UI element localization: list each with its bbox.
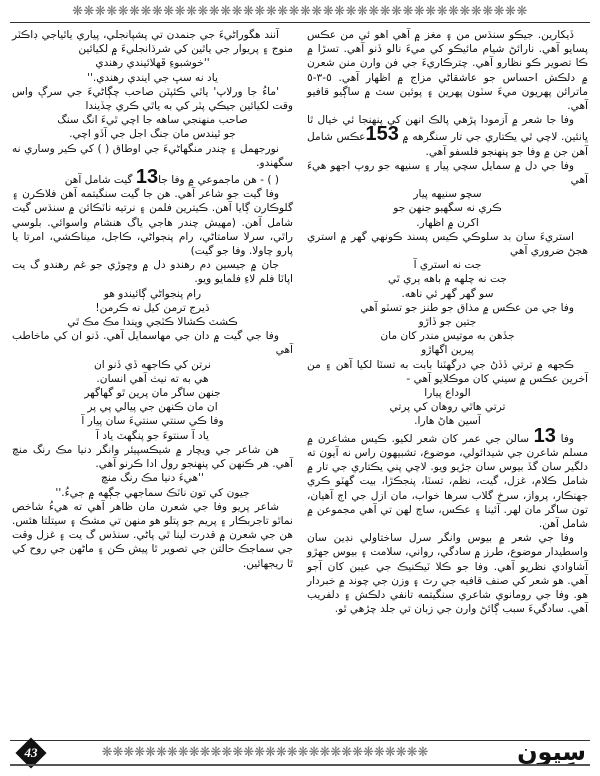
verse-line: جو ٿيندس مان جنگ اجل جي آڏو اچي. — [69, 128, 236, 141]
verse-line: سو گهر گهر ئي ناهه. — [401, 287, 494, 300]
verse-line: ترتي هاٿي روهان کي پرتي — [389, 401, 506, 414]
verse-line: رام پنجواڻي ڳائيندو هو — [103, 287, 202, 300]
paragraph: وفا جي دل ۾ سمايل سچي پيار ۽ سنيهه جو روپ اجهو هيءَ آهي — [307, 159, 588, 187]
magazine-logo: سِپون — [517, 738, 586, 766]
paragraph: وفا جي من عڪس ۾ مذاق جو طنز جو تسٽو آهي — [360, 301, 574, 314]
verse-line: سچو سنيهه پيار — [413, 188, 482, 201]
paragraph-text: ( ) - هن ماجموعي ۾ وفا جا — [158, 174, 279, 187]
verse-line: الوداع پيارا — [424, 387, 471, 400]
paragraph: هن شاعر جي ويچار ۾ شيڪسپيئر وانگر دنيا مڪ رنگ منچ آهي. هر ڪنهن کي پنهنجو رول ادا ڪرنو آهي. — [12, 443, 293, 471]
paragraph: 'ماءُ جا ورلاپ' ياٿي ڪئپٽن صاحب چڳاڻيءَ جي سرڳ واس وقت لکيائين جيڪي پٽر کي به ياٿي ڪري چڏيندا — [12, 85, 293, 113]
verse-line: وفا ڪي سنتي سنتيءَ سان پيار آ — [81, 415, 224, 428]
verse-line: صاحب منهنجي ساهه جا اچي ٿيءَ انگ سنگ — [57, 114, 248, 127]
verse-line: ''خوشبوءِ ڦهلائيندي رهندي — [95, 57, 210, 70]
paragraph: وفا گيت جو شاعر آهي. هن جا گيت سنگيتمه آهن فلاڪرن ۽ گلوڪارن ڳايا آهن. ڪيترين فلمن ۽ نرتيه ناٽڪائن ۾ سنڌس گيت شامل آهن. (مهيش چندر هاجي ياگ هنشام واسوائي. بلوسي راٿي، سرلا سامتاڻي، رام پنجواڻي، ڪاجل، ميناڪشي، امرتا يا پارو چاولا. وفا جو گيت) — [12, 188, 293, 258]
right-column — [307, 28, 588, 734]
paragraph-text: عڪس شامل آهن جن ۾ وفا جو پنهنجو فلسفو آهي. — [307, 131, 588, 158]
left-column — [12, 28, 293, 734]
paragraph: وفا جي گيت ۾ دان جي مهاسمايل آهي. ڏنو ان کي ماخاطب آهي — [12, 330, 293, 357]
verse-line: ان مان ڪنهن جي پيالي پي پر — [87, 401, 218, 414]
verse-line: ڌيرج ترمن کيل نه ڪرمن! — [95, 301, 210, 314]
paragraph: نورجهمل ۽ چندر منگهاڻيءَ جي اوطاق ( ) کي ڪير وساري نه سگهندو. — [12, 142, 293, 169]
paragraph: وفا جي شعر ۾ بيوس وانگر سرل ساختاولي نڊين سان واسطيدار موضوع، طرز ۾ سادگي، رواني، سلامت ۽ بيوس جهڙو آشاوادي نظريو آهي. وفا جو ڪلا ٽيڪنيڪ جي عيبن کان آجو آهي. هو شعر کي صنف قافيه جي رٽ ۽ وزن جي چوند ۾ خبردار هو. وفا جي رومانوي شاعري سنگيتمه تانفي دلڪش ۽ دلفريب آهي. سادگيءَ سبب ڳائڻ وارن جي زبان تي جلد چڙهي ٿو. — [307, 532, 588, 616]
paragraph-text: وفا — [555, 432, 575, 445]
top-ornament-border: ❋❋❋❋❋❋❋❋❋❋❋❋❋❋❋❋❋❋❋❋❋❋❋❋❋❋❋❋❋❋❋❋❋❋❋❋❋❋❋❋ — [72, 4, 528, 19]
verse-line: ڪشٽ ڪشالا ڪٽجي ويندا مڪ مڪ ٿي — [67, 316, 238, 329]
verse-line: جت نه استري آ — [413, 259, 482, 272]
footer-bottom-rule — [10, 764, 590, 766]
highlighted-number: 13 — [135, 166, 159, 189]
footer-ornament: ❋❋❋❋❋❋❋❋❋❋❋❋❋❋❋❋❋❋❋❋❋❋❋❋❋❋❋❋❋❋ — [101, 745, 429, 760]
verse-line: ''هيءَ دنيا مڪ رنگ منچ — [101, 472, 204, 485]
verse-line: آسين هاڻ هارا. — [414, 415, 481, 428]
verse-line: پيرين اگهاڙو — [421, 344, 474, 357]
page-number: 43 — [24, 745, 38, 760]
paragraph: شاعر پريو وفا جي شعرن مان ظاهر آهي ته هيءُ شاخص نماٿو تاجربڪار ۽ پريم جو پتلو هو منهن تي مشڪ ۽ سيتلتا هئس. هن جي شعرن ۾ قدرت لينا ٿي پاڻي. سنڌس گ يت ۽ غزل وقت جي سماجڪ حالتن جي تصوير ٿا پيش ڪن ۽ ماڻهن جي روح کي ٿا ريجهائين. — [12, 500, 293, 570]
page-footer — [10, 738, 590, 768]
verse-line: نرتن کي ڪاجهه ڏي ڏنو ان — [94, 358, 211, 371]
verse-line: جڏهن به موتيس مندر کان مان — [380, 330, 515, 343]
verse-line: جت نه چلهه ۾ باهه ٻري ٿي — [388, 273, 507, 286]
paragraph-text: گيت شامل آهن — [64, 174, 136, 187]
verse-line: هي به ته نيث آهي انسان. — [96, 372, 209, 385]
paragraph: جان ۾ جيسين دم رهندو دل ۾ وڇوڙي جو غم رهندو گ يت اپاٽا فلم لاءِ فلمايو ويو. — [12, 259, 293, 286]
paragraph: ڏيکارين. جيڪو سنڌس من ۽ مغز ۾ آهي اهو ئي من عڪس پسايو آهي. نارائڻ شيام مائيڪو کي ميءَ نالو ڏنو آهي. تسڙا ۾ ڪا تصوير ڪو نظارو آهي. چترڪاريءَ جي فن وارن منن شعرن ۾ دلڪش احساس جو عاشقاڻي مزاج ۾ اظهار آهي. ٥-٣-٥ ماترائن پهريون ميءَ سٽون پهرين ۽ پوئين سٽ ۾ ساڳيو قافيو آهي. — [307, 29, 588, 113]
paragraph: آنند هگوراڻيءَ جي جنمدن تي پشپانجلي، پياري ياٿياجي ڊاڪٽر منوج ۽ پريوار جي ياٿين کي شرڌانجليءَ ۾ لکيائين — [12, 29, 293, 56]
verse-line: جتين جو ڏاڙو — [418, 316, 477, 329]
verse-line: جنهن ساگر مان پرين ٿو گهاگهر — [84, 387, 221, 400]
top-rule — [10, 22, 590, 23]
paragraph-text: وفا جا شعر ۾ آزمودا پڙهي پالڪ انهن کي پنهنجا ئي خيال ٿا ڀانئين. لاچي ٿي يڪتاري جي تار سنگرهه ۾ — [307, 114, 588, 144]
verse-line: ياد آ سنتوءَ جو پنگهٽ ياد آ — [96, 429, 209, 442]
paragraph: ڪجهه ۾ ترتي ڏڏڻ جي درگهٽنا بابت به تسٽا لکيا آهن ۽ من آخرين عڪس ۾ سيني کان موڪلايو آهي - — [307, 358, 588, 385]
paragraph-text: سالن جي عمر کان شعر لکيو. ڪيس مشاعرن ۾ مسلم شاعرن جي شيدائولي، موضوع، تشبيهون راس نه آيون ته دلگير سان گڏ بيوس سان جڙيو ويو. لاچي پني يڪتاري جي تار ۾ شامل ڪلام، غزل، گيت، نظم، تسٽا، پنجڪڙا، بيت گهٽو ڪري جهنڪار، پرواز، سرخ گلاب سرها خواب، مان ازل جي اڄ آهيان، تون ساگر مان لهر. آئينا ۽ عڪس، ساڄ لهن تي آهي مجموعن ۾ شامل آهن. — [307, 432, 588, 530]
paragraph — [307, 113, 588, 159]
verse-line: اکرن ۾ اظهار. — [416, 216, 479, 229]
paragraph: استريءَ سان بد سلوڪي ڪيس پسند ڪونهي گهر ۾ استري هجڻ ضروري آهي — [307, 230, 588, 258]
paragraph — [307, 424, 588, 531]
verse-line: جيون کي تون ناٽڪ سماجهي جڳهه ۾ جيءُ.'' — [55, 486, 250, 499]
article-columns — [12, 28, 588, 734]
verse-line: ڪري نه سگهبو جنهن جو — [393, 202, 502, 215]
highlighted-number: 13 — [533, 424, 556, 447]
paragraph — [12, 166, 293, 189]
verse-line: ياد نه سڀ جي ايندي رهندي.'' — [87, 71, 218, 84]
highlighted-number: 153 — [365, 123, 399, 146]
footer-top-rule — [10, 740, 590, 741]
